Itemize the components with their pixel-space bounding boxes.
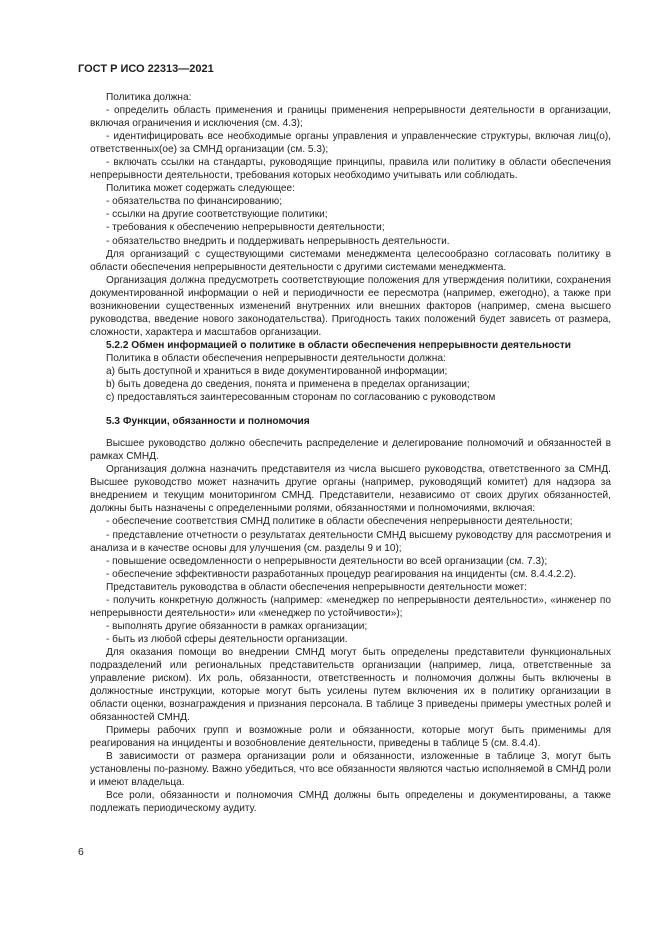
paragraph: В зависимости от размера организации роли и обязанности, изложенные в таблице 3, могут быть установлены по-разному. Важно убедиться, что все обязанности являются частью исполняемой в СМНД роли и имеют владельца. — [90, 751, 611, 789]
list-item: b) быть доведена до сведения, понята и применена в пределах организации; — [106, 379, 470, 391]
list-item: - обеспечение эффективности разработанных процедур реагирования на инциденты (см. 8.4.4.2.2). — [106, 568, 577, 580]
list-item: - быть из любой сферы деятельности организации. — [106, 633, 348, 645]
list-item: - требования к обеспечению непрерывности деятельности; — [106, 222, 385, 234]
list-item: - выполнять другие обязанности в рамках организации; — [106, 620, 368, 632]
list-item: - включать ссылки на стандарты, руководящие принципы, правила или политику в области обеспечения непрерывности деятельности, требования которых необходимо учитывать или соблюдать. — [90, 157, 611, 182]
document-body — [90, 91, 611, 816]
list-item: - обеспечение соответствия СМНД политике в области обеспечения непрерывности деятельности; — [106, 516, 573, 528]
paragraph: Политика должна: — [106, 92, 192, 103]
section-heading: 5.3 Функции, обязанности и полномочия — [106, 416, 310, 428]
list-item: - обязательство внедрить и поддерживать непрерывность деятельности. — [106, 235, 450, 247]
paragraph: Для оказания помощи во внедрении СМНД могут быть определены представители функциональных подразделений или региональных представительств организации (например, лица, ответственные за управление риском). Их роль, обязанности, ответственность и полномочия должны быть включены в должностные инструкции, которые могут быть усилены путем включения их в политику организации в области оценки, вознаграждения и признания персонала. В таблице 3 приведены примеры уместных ролей и обязанностей СМНД. — [90, 646, 611, 724]
list-item: c) предоставляться заинтересованным сторонам по согласованию с руководством — [106, 392, 496, 404]
list-item: - идентифицировать все необходимые органы управления и управленческие структуры, включая лиц(о), ответственных(ое) за СМНД организации (см. 5.3); — [90, 131, 611, 156]
paragraph: Политика может содержать следующее: — [106, 183, 295, 195]
paragraph: Высшее руководство должно обеспечить распределение и делегирование полномочий и обязанностей в рамках СМНД. — [90, 438, 611, 463]
subsection-heading: 5.2.2 Обмен информацией о политике в области обеспечения непрерывности деятельности — [106, 339, 572, 351]
paragraph: Представитель руководства в области обеспечения непрерывности деятельности может: — [106, 581, 527, 593]
paragraph: Примеры рабочих групп и возможные роли и обязанности, которые могут быть применимы для реагирования на инциденты и возобновление деятельности, приведены в таблице 5 (см. 8.4.4). — [90, 725, 611, 750]
list-item: - повышение осведомленности о непрерывности деятельности во всей организации (см. 7.3); — [106, 555, 548, 567]
paragraph: Все роли, обязанности и полномочия СМНД должны быть определены и документированы, а также подлежать периодическому аудиту. — [90, 790, 611, 815]
list-item: - определить область применения и границы применения непрерывности деятельности в организации, включая ограничения и исключения (см. 4.3); — [90, 105, 611, 130]
list-item: - ссылки на другие соответствующие политики; — [106, 209, 328, 221]
list-item: a) быть доступной и храниться в виде документированной информации; — [106, 365, 448, 377]
standard-header: ГОСТ Р ИСО 22313—2021 — [78, 63, 214, 75]
list-item: - обязательства по финансированию; — [106, 196, 283, 208]
paragraph: Политика в области обеспечения непрерывности деятельности должна: — [106, 352, 446, 364]
paragraph: Организация должна предусмотреть соответствующие положения для утверждения политики, сохранения документированной информации о ней и периодичности ее пересмотра (например, ежегодно), а также при возникновении существенных изменений внутренних или внешних факторов (например, смена высшего руководства, введение нового законодательства). Пригодность таких положений будет зависеть от размера, сложности, характера и масштабов организации. — [90, 274, 611, 338]
list-item: - представление отчетности о результатах деятельности СМНД высшему руководству для рассмотрения и анализа и в качестве основы для улучшения (см. разделы 9 и 10); — [90, 529, 611, 554]
paragraph: Организация должна назначить представителя из числа высшего руководства, ответственного за СМНД. Высшее руководство может назначить другие органы (например, руководящий комитет) для надзора за внедрением и текущим мониторингом СМНД. Представители, независимо от своих других обязанностей, должны быть назначены с определенными ролями, обязанностями и полномочиями, включая: — [90, 464, 611, 515]
paragraph: Для организаций с существующими системами менеджмента целесообразно согласовать политику в области обеспечения непрерывности деятельности с другими системами менеджмента. — [90, 248, 611, 273]
list-item: - получить конкретную должность (например: «менеджер по непрерывности деятельности», «инженер по непрерывности деятельности» или «менеджер по устойчивости»); — [90, 594, 611, 619]
page-number: 6 — [78, 846, 84, 858]
